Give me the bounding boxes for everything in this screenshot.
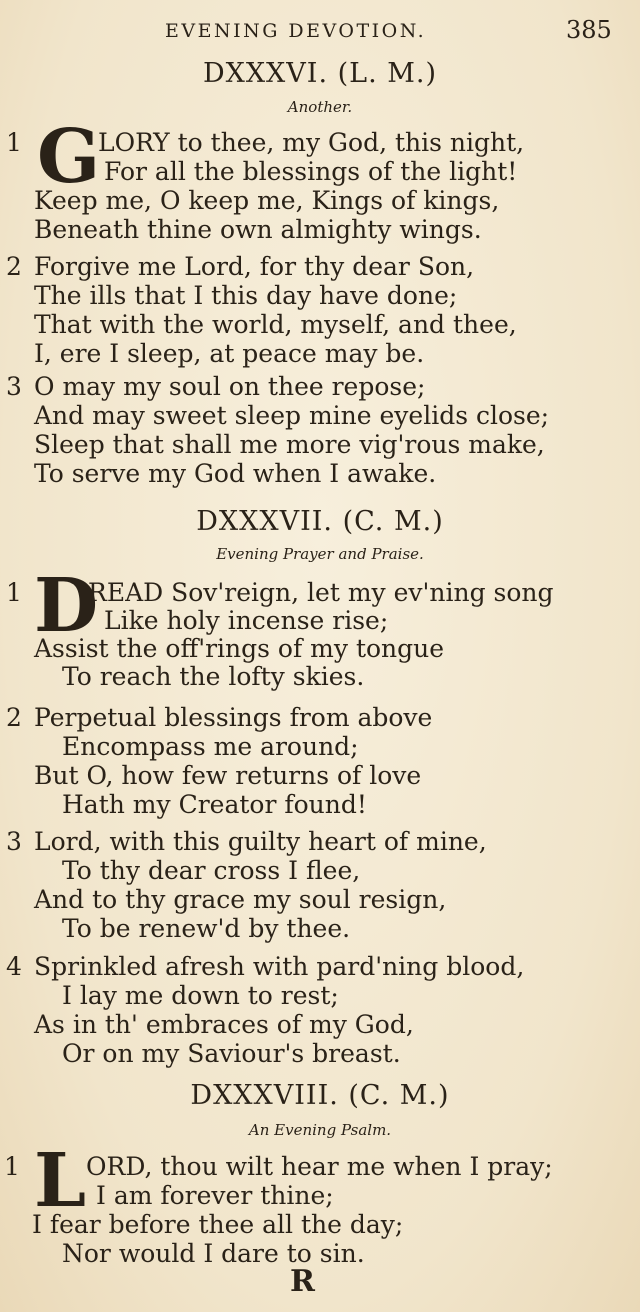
verse-number: 3	[6, 827, 22, 856]
running-title: EVENING DEVOTION.	[165, 20, 427, 42]
verse-line: I fear before thee all the day;	[32, 1210, 404, 1239]
verse-number: 2	[6, 703, 22, 732]
verse-number: 1	[6, 128, 22, 157]
verse-number: 2	[6, 252, 22, 281]
verse-line: To thy dear cross I flee,	[62, 856, 361, 885]
signature-mark: R	[290, 1264, 315, 1299]
hymn-title: DXXXVIII. (C. M.)	[190, 1080, 450, 1111]
verse-line: Perpetual blessings from above	[34, 703, 433, 732]
verse-line: I, ere I sleep, at peace may be.	[34, 339, 425, 368]
running-head	[0, 14, 640, 50]
verse-line: Or on my Saviour's breast.	[62, 1039, 401, 1068]
hymn-subtitle: Another.	[287, 98, 353, 116]
verse-line: The ills that I this day have done;	[34, 281, 458, 310]
verse-line: ORD, thou wilt hear me when I pray;	[86, 1152, 553, 1181]
drop-cap: D	[34, 563, 99, 649]
verse-line: Sprinkled afresh with pard'ning blood,	[34, 952, 525, 981]
verse-line: Forgive me Lord, for thy dear Son,	[34, 252, 475, 281]
verse-line: Keep me, O keep me, Kings of kings,	[34, 186, 500, 215]
verse-line: To reach the lofty skies.	[62, 662, 365, 691]
drop-cap: L	[34, 1138, 87, 1224]
verse-line: O may my soul on thee repose;	[34, 372, 426, 401]
verse-line: Beneath thine own almighty wings.	[34, 215, 482, 244]
verse-line: Encompass me around;	[62, 732, 359, 761]
verse-line: To be renew'd by thee.	[62, 914, 351, 943]
verse-line: As in th' embraces of my God,	[34, 1010, 414, 1039]
verse-line: LORY to thee, my God, this night,	[98, 128, 525, 157]
verse-line: Like holy incense rise;	[104, 606, 389, 635]
drop-cap: G	[37, 114, 101, 200]
verse-number: 1	[4, 1152, 20, 1181]
hymn-subtitle: Evening Prayer and Praise.	[216, 545, 424, 563]
hymn-title: DXXXVII. (C. M.)	[196, 506, 444, 537]
page-number: 385	[566, 16, 612, 44]
hymn-title: DXXXVI. (L. M.)	[202, 58, 438, 89]
verse-line: But O, how few returns of love	[34, 761, 422, 790]
verse-number: 1	[6, 578, 22, 607]
verse-line: READ Sov'reign, let my ev'ning song	[88, 578, 554, 607]
verse-line: Assist the off'rings of my tongue	[34, 634, 445, 663]
verse-line: Hath my Creator found!	[62, 790, 367, 819]
verse-line: That with the world, myself, and thee,	[34, 310, 517, 339]
verse-number: 3	[6, 372, 22, 401]
verse-line: Sleep that shall me more vig'rous make,	[34, 430, 545, 459]
verse-line: To serve my God when I awake.	[34, 459, 437, 488]
verse-line: For all the blessings of the light!	[104, 157, 518, 186]
verse-number: 4	[6, 952, 22, 981]
verse-line: Nor would I dare to sin.	[62, 1239, 365, 1268]
verse-line: I lay me down to rest;	[62, 981, 339, 1010]
verse-line: Lord, with this guilty heart of mine,	[34, 827, 487, 856]
verse-line: And to thy grace my soul resign,	[34, 885, 447, 914]
verse-line: And may sweet sleep mine eyelids close;	[34, 401, 550, 430]
hymn-subtitle: An Evening Psalm.	[248, 1121, 392, 1139]
verse-line: I am forever thine;	[96, 1181, 334, 1210]
